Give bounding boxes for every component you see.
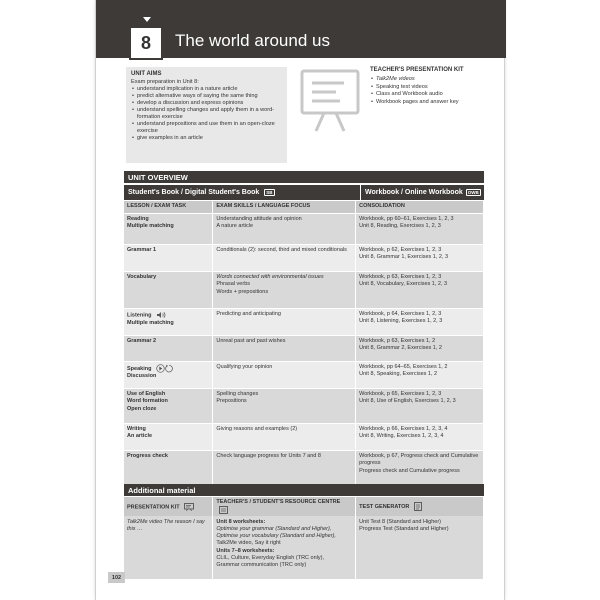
test-line: Progress Test (Standard and Higher) [359, 526, 449, 533]
consolidation-line: Workbook, p 67, Progress check and Cumulative progress [359, 452, 479, 467]
lesson-task: Multiple matching [127, 223, 174, 230]
test-generator-icon [414, 502, 422, 511]
aim-item: • understand spelling changes and apply them in a word-formation exercise [131, 107, 282, 121]
unit-title: The world around us [175, 31, 330, 50]
additional-material-table [124, 497, 484, 579]
unit-arrow-icon [143, 17, 151, 22]
additional-content-row [124, 516, 484, 579]
lesson-task: Word formation [127, 398, 168, 405]
kit-item: • Speaking test videos [370, 84, 500, 91]
consolidation-line: Workbook, p 63, Exercises 1, 2, 3 [359, 273, 442, 280]
page-number: 102 [108, 572, 125, 583]
worksheet-line: Talk2Me video, Say it right [216, 540, 281, 547]
lesson-name: Vocabulary [127, 273, 157, 280]
aims-list [131, 86, 282, 142]
consolidation-line: Unit 8, Listening, Exercises 1, 2, 3 [359, 318, 443, 325]
overview-title-text: UNIT OVERVIEW [128, 172, 188, 182]
test-line: Unit Test 8 (Standard and Higher) [359, 519, 442, 526]
consolidation-line: Workbook, p 65, Exercises 1, 2, 3 [359, 390, 442, 397]
table-row [124, 308, 484, 335]
consolidation-line: Unit 8, Reading, Exercises 1, 2, 3 [359, 223, 441, 230]
table-row [124, 361, 484, 388]
additional-header-row [124, 497, 484, 516]
consolidation-line: Unit 8, Use of English, Exercises 1, 2, 3 [359, 398, 456, 405]
lesson-task: An article [127, 433, 153, 440]
lesson-name: Reading [127, 215, 149, 222]
presentation-board-icon [300, 67, 360, 133]
aim-item: • understand prepositions and use them in an open-cloze exercise [131, 121, 282, 135]
worksheet-line: Grammar communication (TRC only) [216, 562, 307, 569]
worksheet-line: Optimise your vocabulary (Standard and Higher), [216, 533, 336, 540]
overview-title [124, 171, 484, 183]
overview-header-row [124, 201, 484, 213]
col-consolidation: CONSOLIDATION [356, 201, 484, 213]
consolidation-line: Workbook, pp 64–65, Exercises 1, 2 [359, 363, 448, 370]
lesson-name: Grammar 1 [127, 246, 157, 253]
aim-item: • understand implication in a nature article [131, 86, 282, 93]
skill-line: Qualifying your opinion [216, 363, 273, 370]
overview-table [124, 201, 484, 486]
sb-heading: Student's Book / Digital Student's Book [128, 189, 260, 196]
skill-line: Spelling changes [216, 390, 259, 397]
consolidation-line: Unit 8, Writing, Exercises 1, 2, 3, 4 [359, 433, 444, 440]
consolidation-line: Workbook, p 66, Exercises 1, 2, 3, 4 [359, 425, 448, 432]
audio-icon [156, 311, 166, 319]
skill-line: Predicting and anticipating [216, 310, 281, 317]
aim-item: • give examples in an article [131, 135, 282, 142]
workbook-page [95, 0, 505, 600]
table-row [124, 423, 484, 450]
presentation-kit-icon [184, 503, 194, 511]
section-headings [124, 185, 484, 200]
col-test-generator: TEST GENERATOR [359, 504, 410, 511]
kit-item: • Talk2Me videos [370, 76, 500, 83]
aim-item: • predict alternative ways of saying the same thing [131, 93, 282, 100]
worksheets-heading: Unit 8 worksheets: [216, 519, 266, 526]
col-lesson: LESSON / EXAM TASK [124, 201, 213, 213]
lesson-name: Writing [127, 425, 146, 432]
skill-line: Phrasal verbs [216, 281, 251, 288]
worksheet-line: Optimise your grammar (Standard and Higher), [216, 526, 332, 533]
consolidation-line: Workbook, pp 60–61, Exercises 1, 2, 3 [359, 215, 454, 222]
table-row [124, 213, 484, 244]
speaking-icons [156, 364, 176, 373]
skill-line: Understanding attitude and opinion [216, 215, 302, 222]
lesson-name: Use of English [127, 390, 166, 397]
wb-heading: Workbook / Online Workbook [365, 189, 463, 196]
skill-line: Check language progress for Units 7 and 8 [216, 452, 321, 459]
kit-list [370, 76, 500, 106]
lesson-name: Listening [127, 312, 152, 319]
wb-badge: OWB [467, 190, 479, 195]
consolidation-line: Unit 8, Speaking, Exercises 1, 2 [359, 371, 438, 378]
lesson-name: Speaking [127, 365, 152, 372]
consolidation-line: Unit 8, Grammar 1, Exercises 1, 2, 3 [359, 254, 449, 261]
table-row [124, 388, 484, 423]
consolidation-line: Workbook, p 63, Exercises 1, 2 [359, 337, 436, 344]
skill-line: A nature article [216, 223, 254, 230]
skill-line: Prepositions [216, 398, 247, 405]
lesson-task: Discussion [127, 373, 157, 380]
skill-line: Words connected with environmental issues [216, 273, 324, 280]
skill-line: Conditionals (2): second, third and mixed conditionals [216, 246, 347, 253]
additional-title-text: Additional material [128, 485, 196, 495]
table-row [124, 335, 484, 361]
lesson-name: Grammar 2 [127, 337, 157, 344]
worksheets-heading: Units 7–8 worksheets: [216, 548, 275, 555]
kit-item: • Class and Workbook audio [370, 91, 500, 98]
col-presentation-kit: PRESENTATION KIT [127, 503, 180, 510]
resource-centre-icon [219, 506, 228, 514]
table-row [124, 271, 484, 308]
additional-material-title [124, 484, 484, 496]
lesson-name: Progress check [127, 452, 168, 459]
col-skills: EXAM SKILLS / LANGUAGE FOCUS [213, 201, 356, 213]
lesson-task: Multiple matching [127, 319, 174, 326]
consolidation-line: Workbook, p 64, Exercises 1, 2, 3 [359, 310, 442, 317]
aim-item: • develop a discussion and express opinions [131, 100, 282, 107]
col-resource-centre: TEACHER'S / STUDENT'S RESOURCE CENTRE [216, 499, 341, 505]
presentation-kit-box [370, 67, 500, 106]
kit-item: • Workbook pages and answer key [370, 99, 500, 106]
aims-intro: Exam preparation in Unit 8: [131, 79, 199, 85]
kit-heading: TEACHER'S PRESENTATION KIT [370, 67, 464, 73]
sb-badge: SB [266, 190, 273, 195]
unit-aims-box [126, 67, 287, 163]
table-row [124, 450, 484, 485]
consolidation-line: Workbook, p 62, Exercises 1, 2, 3 [359, 246, 442, 253]
table-row [124, 244, 484, 271]
lesson-task: Open cloze [127, 405, 157, 412]
worksheet-line: CLIL, Culture, Everyday English (TRC only), [216, 555, 324, 562]
kit-video-text: Talk2Me video The reason I say this … [127, 519, 205, 533]
consolidation-line: Unit 8, Vocabulary, Exercises 1, 2, 3 [359, 281, 448, 288]
unit-number: 8 [129, 26, 163, 60]
skill-line: Unreal past and past wishes [216, 337, 286, 344]
consolidation-line: Unit 8, Grammar 2, Exercises 1, 2 [359, 345, 442, 352]
aims-heading: UNIT AIMS [131, 71, 162, 77]
skill-line: Words + prepositions [216, 288, 269, 295]
consolidation-line: Progress check and Cumulative progress [359, 467, 460, 474]
skill-line: Giving reasons and examples (2) [216, 425, 298, 432]
